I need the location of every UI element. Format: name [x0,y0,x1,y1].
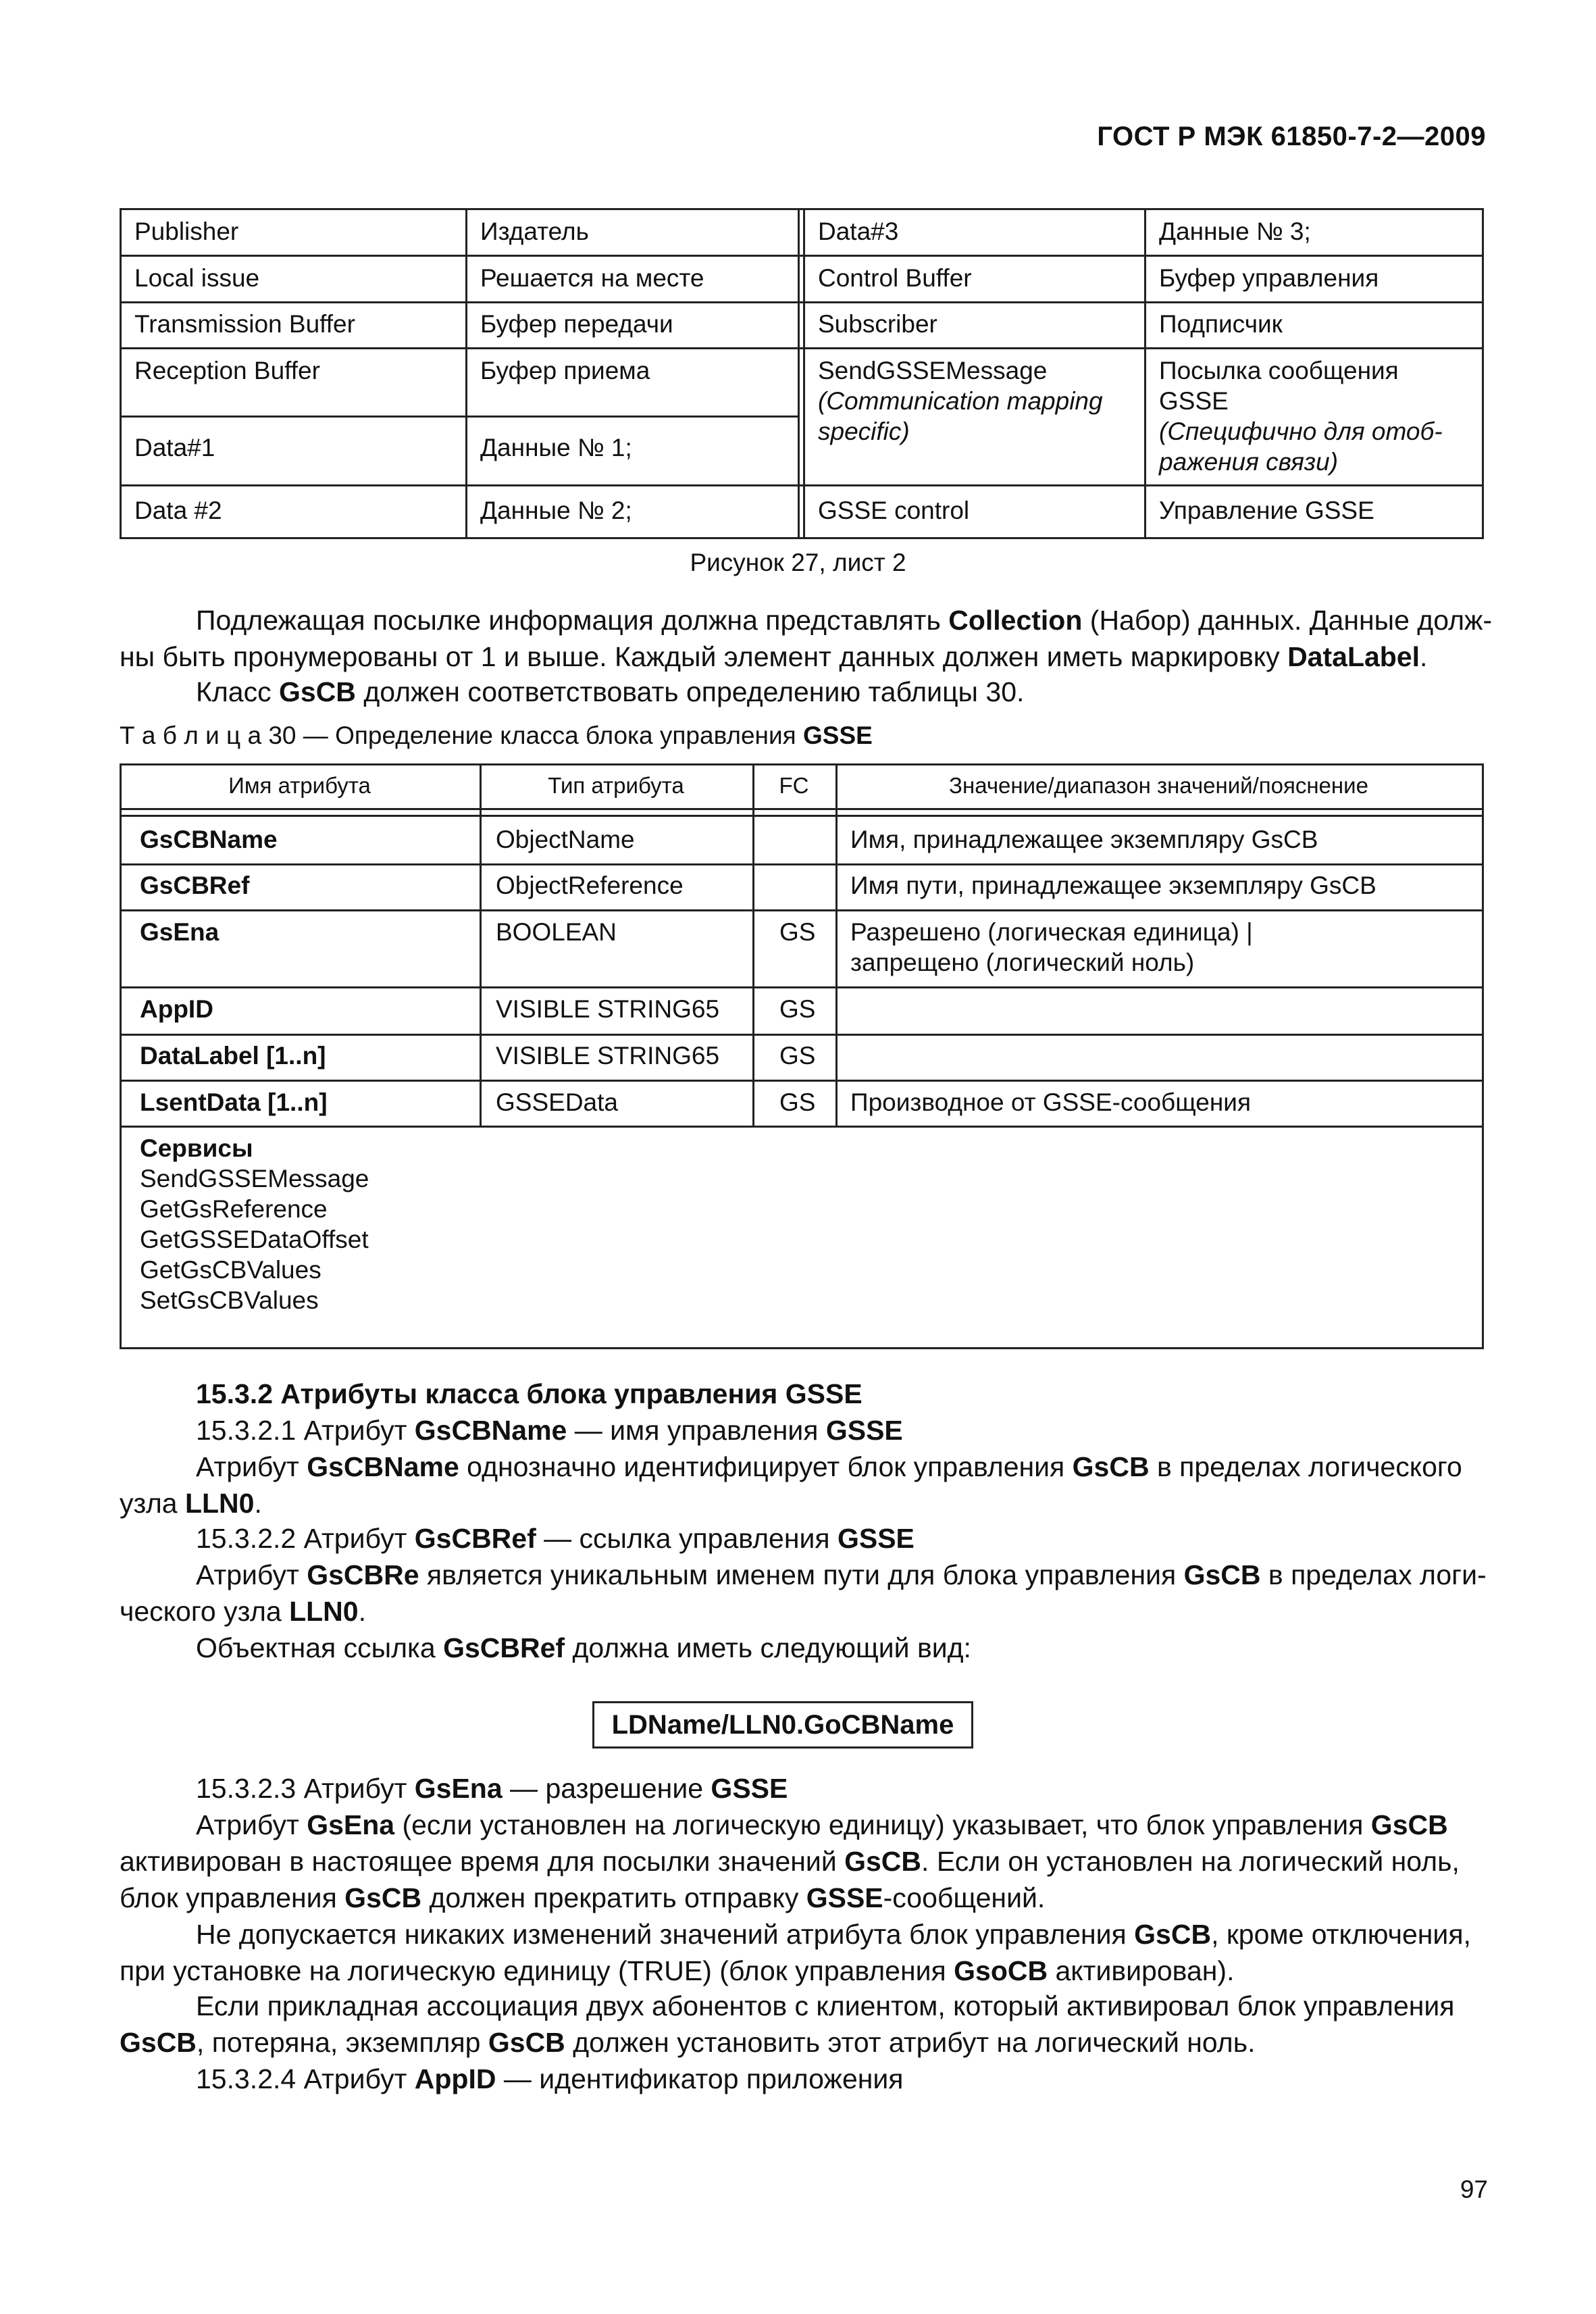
paragraph: ны быть пронумерованы от 1 и выше. Каждый элемент данных должен иметь маркировку DataLabel. [120,641,1428,672]
glossary-cell-line: ражения связи) [1159,448,1339,476]
attr-value-line2: запрещено (логический ноль) [850,949,1195,976]
paragraph: Атрибут GsEna (если установлен на логическую единицу) указывает, что блок управления GsCB [196,1809,1448,1840]
service-item: GetGsCBValues [140,1256,321,1284]
attr-type: BOOLEAN [496,918,617,946]
paragraph: GsCB, потеряна, экземпляр GsCB должен установить этот атрибут на логический ноль. [120,2027,1256,2058]
service-item: GetGsReference [140,1195,328,1223]
glossary-cell: Publisher [134,218,239,245]
glossary-cell: Данные № 2; [480,497,632,524]
attr-name: AppID [140,995,213,1023]
paragraph: Атрибут GsCBRe является уникальным именем пути для блока управления GsCB в пределах логи- [196,1559,1487,1590]
glossary-cell: Transmission Buffer [134,310,355,338]
subsection-heading: 15.3.2.1 Атрибут GsCBName — имя управления GSSE [196,1415,903,1446]
attr-value: Имя пути, принадлежащее экземпляру GsCB [850,872,1376,899]
attr-type: VISIBLE STRING65 [496,995,720,1023]
subsection-heading: 15.3.2.2 Атрибут GsCBRef — ссылка управления GSSE [196,1523,915,1554]
paragraph: Объектная ссылка GsCBRef должна иметь следующий вид: [196,1632,971,1663]
attr-type: ObjectReference [496,872,684,899]
column-header: Имя атрибута [228,773,371,798]
glossary-cell: Data#1 [134,434,215,461]
paragraph: Подлежащая посылке информация должна представлять Collection (Набор) данных. Данные долж- [196,605,1493,636]
column-header: Значение/диапазон значений/пояснение [949,773,1368,798]
paragraph: Если прикладная ассоциация двух абонентов с клиентом, который активировал блок управления [196,1990,1455,2021]
glossary-cell: Решается на месте [480,264,704,292]
attr-value: Производное от GSSE-сообщения [850,1088,1251,1116]
paragraph: Класс GsCB должен соответствовать определению таблицы 30. [196,676,1025,707]
glossary-cell: Подписчик [1159,310,1283,338]
glossary-cell: Данные № 3; [1159,218,1311,245]
service-item: SetGsCBValues [140,1286,319,1314]
attr-value: Имя, принадлежащее экземпляру GsCB [850,826,1318,853]
glossary-cell: Data #2 [134,497,222,524]
paragraph: ческого узла LLN0. [120,1596,366,1627]
subsection-heading: 15.3.2.3 Атрибут GsEna — разрешение GSSE [196,1773,788,1804]
attr-name: LsentData [1..n] [140,1088,328,1116]
subsection-heading: 15.3.2.4 Атрибут AppID — идентификатор приложения [196,2063,904,2094]
glossary-cell: Local issue [134,264,260,292]
glossary-cell: Буфер управления [1159,264,1379,292]
glossary-cell: Control Buffer [818,264,972,292]
attr-name: GsCBName [140,826,278,853]
glossary-cell-line: specific) [818,418,910,445]
glossary-cell: GSSE control [818,497,970,524]
glossary-cell: Буфер передачи [480,310,673,338]
glossary-cell: Издатель [480,218,589,245]
table-30 [120,763,1484,1349]
attr-fc: GS [779,1042,816,1070]
table-title: Т а б л и ц а 30 — Определение класса блока управления GSSE [120,722,873,749]
paragraph: Не допускается никаких изменений значений атрибута блок управления GsCB, кроме отключения, [196,1919,1471,1950]
paragraph: при установке на логическую единицу (TRUE) (блок управления GsoCB активирован). [120,1955,1235,1986]
attr-type: VISIBLE STRING65 [496,1042,720,1070]
column-header: Тип атрибута [548,773,684,798]
attr-fc: GS [779,995,816,1023]
glossary-cell: Subscriber [818,310,937,338]
attr-type: GSSEData [496,1088,618,1116]
service-item: GetGSSEDataOffset [140,1226,369,1253]
column-header: FC [779,773,809,798]
paragraph: блок управления GsCB должен прекратить отправку GSSE-сообщений. [120,1882,1046,1913]
glossary-cell: Data#3 [818,218,899,245]
service-item: SendGSSEMessage [140,1165,369,1192]
glossary-cell-line: SendGSSEMessage [818,357,1048,384]
glossary-cell-line: (Communication mapping [818,387,1103,415]
attr-type: ObjectName [496,826,635,853]
glossary-cell: Reception Buffer [134,357,320,384]
services-title: Сервисы [140,1134,253,1162]
glossary-cell: Управление GSSE [1159,497,1374,524]
glossary-cell-line: (Специфично для отоб- [1159,418,1443,445]
attr-name: DataLabel [1..n] [140,1042,326,1070]
attr-fc: GS [779,1088,816,1116]
paragraph: Атрибут GsCBName однозначно идентифицирует блок управления GsCB в пределах логического [196,1451,1462,1482]
section-heading: 15.3.2 Атрибуты класса блока управления GSSE [196,1378,863,1409]
glossary-cell-line: GSSE [1159,387,1229,415]
attr-name: GsCBRef [140,872,250,899]
attr-fc: GS [779,918,816,946]
attr-value: Разрешено (логическая единица) | [850,918,1253,946]
paragraph: активирован в настоящее время для посылки значений GsCB. Если он установлен на логический ноль, [120,1846,1460,1877]
glossary-table [120,208,1484,539]
glossary-cell: Данные № 1; [480,434,632,461]
formula-box: LDName/LLN0.GoCBName [592,1701,973,1749]
page-number: 97 [1460,2175,1488,2203]
glossary-cell: Буфер приема [480,357,650,384]
figure-caption: Рисунок 27, лист 2 [690,549,906,576]
document-header: ГОСТ Р МЭК 61850-7-2—2009 [1097,122,1486,151]
glossary-cell-line: Посылка сообщения [1159,357,1399,384]
attr-name: GsEna [140,918,220,946]
paragraph: узла LLN0. [120,1488,262,1519]
